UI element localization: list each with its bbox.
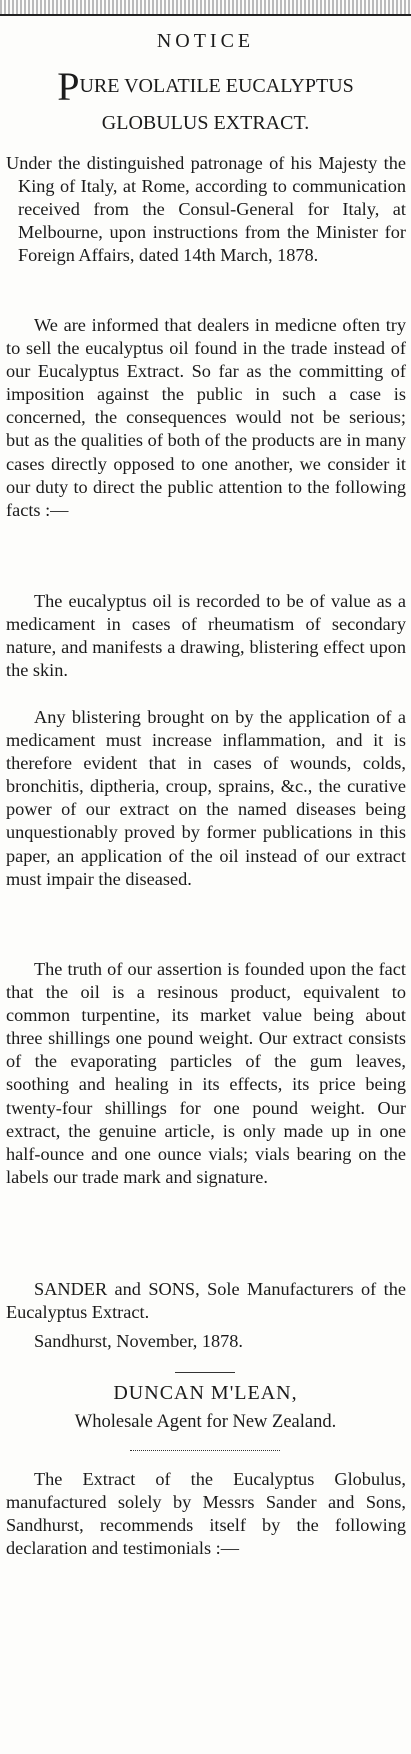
agent-name: DUNCAN M'LEAN, bbox=[113, 1382, 298, 1404]
title-line-1-rest: URE VOLATILE EUCALYPTUS bbox=[79, 75, 354, 97]
assertion-paragraph: The truth of our assertion is founded upon the fact that the oil is a resinous product, equivalent to common turpentine, its market value being about three shillings one pound weight. Our extract consists of the evaporating particles of the gum leaves, soothing and healing in its effects, its price being twenty-four shillings for one pound weight. Our extract, the genuine article, is only made up in one half-ounce and one ounce vials; vials bearing on the labels our trade mark and signature. bbox=[6, 959, 406, 1187]
dateline: Sandhurst, November, 1878. bbox=[34, 1331, 243, 1351]
warning-paragraph: We are informed that dealers in medicne often try to sell the eucalyptus oil found in the trade instead of our Eucalyptus Extract. So far as the committing of imposition against the public in such a case is concerned, the consequences would not be serious; but as the qualities of both of the products are in many cases directly opposed to one another, we consider it our duty to direct the public attention to the following facts :— bbox=[6, 315, 406, 520]
closing-paragraph: The Extract of the Eucalyptus Globulus, manufactured solely by Messrs Sander and Sons, Sandhurst, recommends itself by the following declaration and testimonials :— bbox=[6, 1469, 406, 1559]
top-border bbox=[0, 0, 411, 16]
oil-paragraph: The eucalyptus oil is recorded to be of value as a medicament in cases of rheumatism of secondary nature, and manifests a drawing, blistering effect upon the skin. bbox=[6, 591, 406, 681]
notice-heading: NOTICE bbox=[156, 30, 255, 52]
ornament-rule bbox=[130, 1450, 280, 1451]
agent-title: Wholesale Agent for New Zealand. bbox=[74, 1412, 337, 1432]
blistering-paragraph: Any blistering brought on by the application of a medicament must increase inflammation, and it is therefore evident that in cases of wounds, colds, bronchitis, diptheria, croup, sprains, &c., the curative power of our extract on the named diseases being unquestionably proved by former publications in this paper, an application of the oil instead of our extract must impair the diseased. bbox=[6, 707, 406, 889]
divider-rule bbox=[175, 1372, 235, 1373]
title-dropcap: P bbox=[57, 64, 80, 109]
title-line-1 bbox=[0, 64, 411, 109]
signature-paragraph: SANDER and SONS, Sole Manufacturers of the Eucalyptus Extract. bbox=[6, 1279, 406, 1323]
patronage-paragraph: Under the distinguished patronage of his Majesty the King of Italy, at Rome, according to communication received from the Consul-General for Italy, at Melbourne, upon instructions from the Minister for Foreign Affairs, dated 14th March, 1878. bbox=[6, 153, 406, 266]
title-line-2: GLOBULUS EXTRACT. bbox=[101, 112, 310, 134]
